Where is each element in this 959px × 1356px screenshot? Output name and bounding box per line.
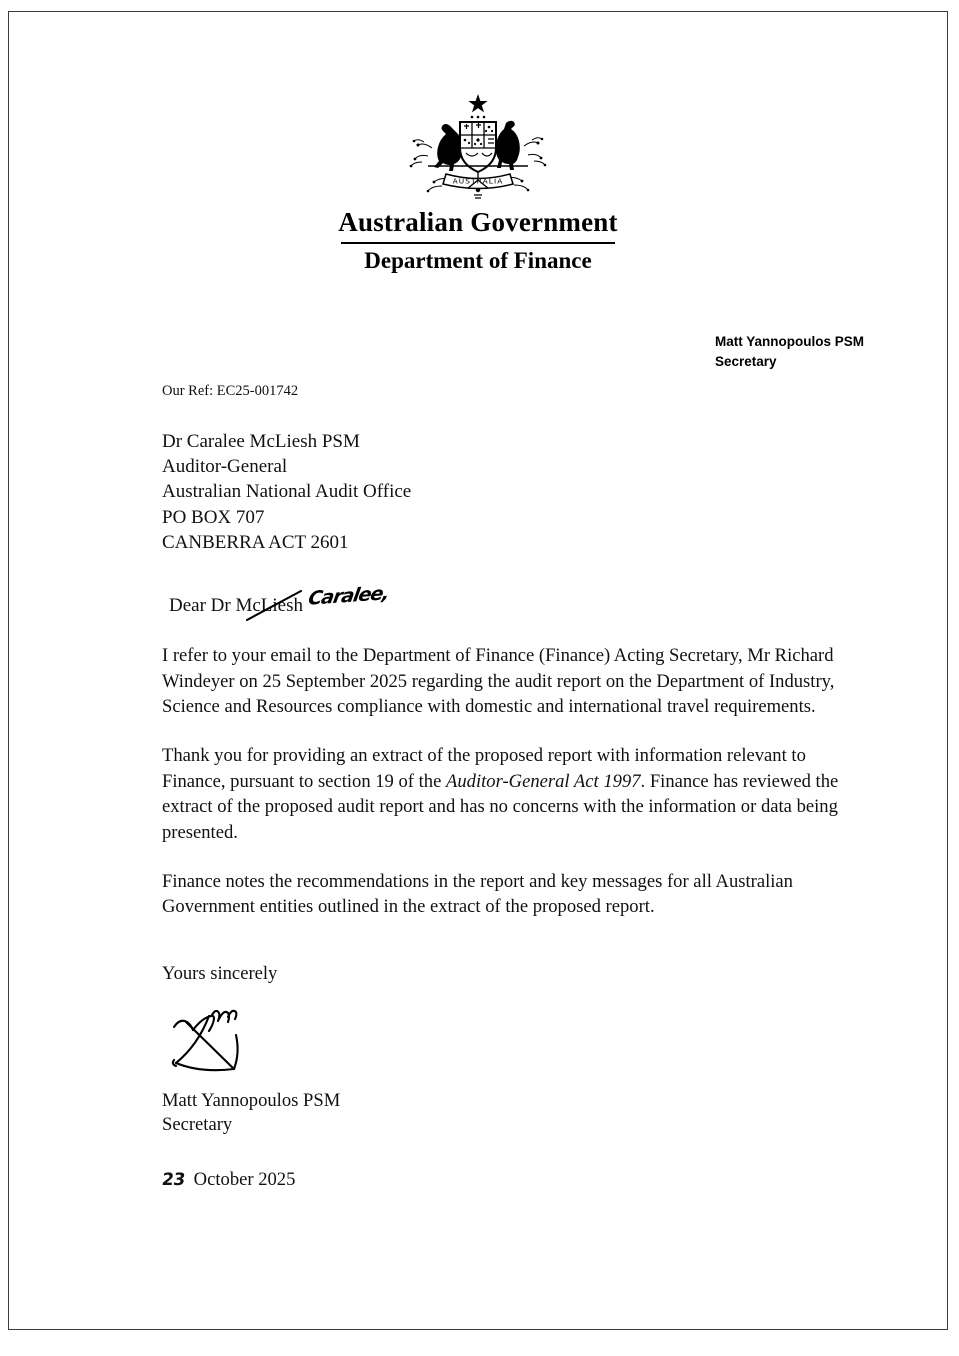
letter-body <box>162 382 862 1192</box>
date-month-year: October 2025 <box>193 1169 296 1191</box>
department-title: Department of Finance <box>364 248 592 274</box>
recipient-address <box>162 429 862 555</box>
handwritten-salutation-annotation: Caralee, <box>306 582 391 610</box>
australian-coat-of-arms-icon <box>394 90 562 202</box>
handwritten-signature-icon <box>168 997 264 1079</box>
paragraph-two <box>162 743 862 846</box>
letter-page <box>8 11 948 1330</box>
secretary-header-block <box>715 332 864 371</box>
signer-title: Secretary <box>162 1114 233 1136</box>
salutation-row <box>162 582 862 629</box>
recipient-name: Dr Caralee McLiesh PSM <box>162 430 360 452</box>
recipient-po-box: PO BOX 707 <box>162 506 265 528</box>
letterhead-divider <box>341 242 615 244</box>
auditor-general-act-citation: Auditor-General Act 1997 <box>446 770 641 792</box>
paragraph-two-tail: . Finance has reviewed the extract of the proposed audit report and has no concerns with the information or data being presented. <box>162 770 839 844</box>
salutation-typed: Dear Dr McLiesh <box>169 595 304 617</box>
recipient-role: Auditor-General <box>162 456 288 478</box>
recipient-organisation: Australian National Audit Office <box>162 481 412 503</box>
australian-government-title: Australian Government <box>338 207 618 237</box>
signer-name: Matt Yannopoulos PSM <box>162 1089 341 1111</box>
secretary-title: Secretary <box>714 353 777 369</box>
paragraph-three: Finance notes the recommendations in the report and key messages for all Australian Government entities outlined in the extract of the proposed report. <box>162 870 793 918</box>
handwritten-date-day: 23 <box>160 1170 187 1191</box>
svg-text:AUSTRALIA: AUSTRALIA <box>452 176 504 186</box>
secretary-name: Matt Yannopoulos PSM <box>714 334 864 349</box>
letterhead <box>9 90 947 273</box>
recipient-city-state-postcode: CANBERRA ACT 2601 <box>162 531 349 553</box>
letter-date <box>162 1168 862 1192</box>
paragraph-one: I refer to your email to the Department of Finance (Finance) Acting Secretary, Mr Richard Windeyer on 25 September 2025 regarding the audit report on the Department of Industry, Science and Resources compliance with domestic and international travel requirements. <box>162 645 835 718</box>
valediction: Yours sincerely <box>162 963 278 985</box>
paragraph-two-lead: Thank you for providing an extract of the proposed report with information relevant to Finance, pursuant to section 19 of the <box>162 745 806 792</box>
signature-area <box>162 997 862 1089</box>
our-reference: Our Ref: EC25-001742 <box>162 383 299 399</box>
